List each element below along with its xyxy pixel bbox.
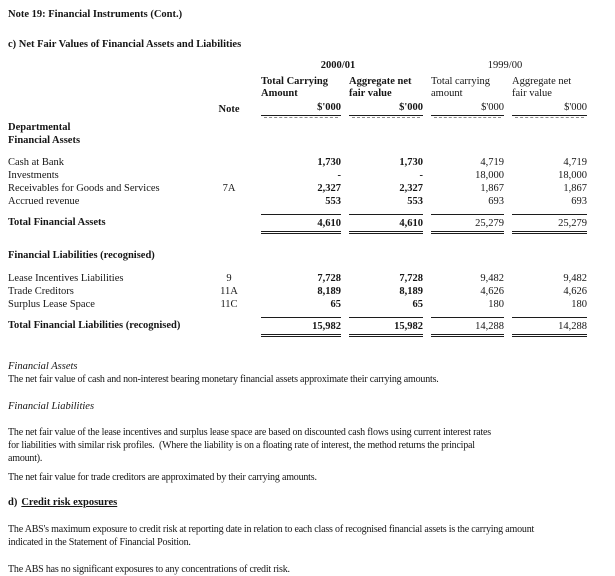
year-1999-00: 1999/00 [487, 60, 523, 71]
row-label: Investments [8, 170, 59, 181]
note-ref: 11C [220, 299, 238, 310]
value-carrying-2000: 9,482 [480, 273, 504, 284]
group-financial-assets: Financial Assets [8, 135, 81, 146]
value-fair-2001: 8,189 [399, 286, 423, 297]
section-d-heading [8, 496, 607, 509]
year-2000-01: 2000/01 [320, 60, 356, 71]
col-title-fair-2001: Aggregate net fair value [349, 76, 412, 99]
table-row [8, 298, 607, 311]
unit-row [8, 101, 607, 116]
col-title-fair-2000: Aggregate net fair value [512, 76, 572, 99]
document-page [8, 8, 607, 576]
table-row [8, 169, 607, 182]
total-fair-2001: 4,610 [349, 214, 423, 234]
unit-carrying-2000: $'000 [431, 101, 504, 116]
paragraph-line: The net fair value of the lease incentives and surplus lease space are based on discounted cash flows using current interest rates [8, 427, 491, 438]
value-fair-2001: 2,327 [399, 183, 423, 194]
section-c-heading: c) Net Fair Values of Financial Assets and Liabilities [8, 39, 242, 50]
value-fair-2000: 180 [571, 299, 587, 310]
credit-risk-paragraph [8, 523, 607, 549]
asset-rows [8, 156, 607, 208]
unit-fair-2001: $'000 [349, 101, 423, 116]
liabilities-heading: Financial Liabilities (recognised) [8, 250, 155, 261]
section-d-prefix: d) [8, 497, 18, 508]
section-d-title: Credit risk exposures [21, 497, 118, 508]
row-label: Receivables for Goods and Services [8, 183, 160, 194]
value-carrying-2001: - [337, 170, 341, 181]
total-carrying-2000: 14,288 [431, 317, 504, 337]
financial-assets-note-body: The net fair value of cash and non-interest bearing monetary financial assets approximate their carrying amounts. [8, 374, 439, 385]
total-label: Total Financial Liabilities (recognised) [8, 320, 181, 331]
value-carrying-2000: 4,626 [480, 286, 504, 297]
trade-creditors-note: The net fair value for trade creditors are approximated by their carrying amounts. [8, 472, 317, 483]
value-fair-2000: 4,626 [563, 286, 587, 297]
value-fair-2000: 9,482 [563, 273, 587, 284]
value-carrying-2000: 4,719 [480, 157, 504, 168]
value-carrying-2000: 1,867 [480, 183, 504, 194]
financial-liabilities-paragraph [8, 426, 607, 465]
value-carrying-2001: 1,730 [317, 157, 341, 168]
note-ref: 7A [222, 183, 236, 194]
row-label: Trade Creditors [8, 286, 74, 297]
year-header-row [8, 60, 607, 72]
value-fair-2000: 693 [571, 196, 587, 207]
total-fair-2000: 25,279 [512, 214, 587, 234]
unit-carrying-2001: $'000 [261, 101, 341, 116]
total-liabilities-row [8, 317, 607, 337]
table-row [8, 156, 607, 169]
note-ref [205, 156, 253, 169]
col-title-carrying-2000: Total carrying amount [431, 76, 491, 99]
paragraph-line: The ABS's maximum exposure to credit risk at reporting date in relation to each class of recognised financial assets is the carrying amount [8, 524, 535, 535]
value-fair-2000: 18,000 [558, 170, 587, 181]
row-label: Cash at Bank [8, 157, 64, 168]
table-row [8, 272, 607, 285]
note-ref [205, 169, 253, 182]
unit-fair-2000: $'000 [512, 101, 587, 116]
note-ref: 11A [220, 286, 238, 297]
note-column-header: Note [218, 104, 240, 115]
note-ref [205, 195, 253, 208]
paragraph-line: for liabilities with similar risk profiles. (Where the liability is on a floating rate of interest, the method returns the principal [8, 440, 475, 451]
row-label: Surplus Lease Space [8, 299, 95, 310]
paragraph-line: indicated in the Statement of Financial Position. [8, 537, 191, 548]
row-label: Lease Incentives Liabilities [8, 273, 124, 284]
col-title-carrying-2001: Total Carrying Amount [261, 76, 328, 99]
value-fair-2001: 7,728 [399, 273, 423, 284]
group-heading [8, 121, 607, 147]
financial-liabilities-note-heading: Financial Liabilities [8, 401, 95, 412]
row-label: Accrued revenue [8, 196, 80, 207]
liability-rows [8, 272, 607, 311]
table-row [8, 195, 607, 208]
total-carrying-2000: 25,279 [431, 214, 504, 234]
value-carrying-2000: 18,000 [475, 170, 504, 181]
total-label: Total Financial Assets [8, 217, 106, 228]
column-titles-row [8, 76, 607, 101]
value-carrying-2001: 2,327 [317, 183, 341, 194]
value-fair-2000: 1,867 [563, 183, 587, 194]
total-carrying-2001: 4,610 [261, 214, 341, 234]
value-carrying-2001: 553 [325, 196, 341, 207]
value-carrying-2001: 8,189 [317, 286, 341, 297]
table-row [8, 182, 607, 195]
note-ref: 9 [226, 273, 232, 284]
value-fair-2001: 65 [412, 299, 423, 310]
total-fair-2000: 14,288 [512, 317, 587, 337]
value-fair-2001: 1,730 [399, 157, 423, 168]
table-row [8, 285, 607, 298]
page-title: Note 19: Financial Instruments (Cont.) [8, 9, 183, 20]
value-carrying-2001: 65 [330, 299, 341, 310]
financial-assets-note-heading: Financial Assets [8, 361, 78, 372]
total-carrying-2001: 15,982 [261, 317, 341, 337]
value-fair-2001: 553 [407, 196, 423, 207]
credit-risk-concentrations: The ABS has no significant exposures to any concentrations of credit risk. [8, 564, 290, 575]
value-carrying-2000: 180 [488, 299, 504, 310]
value-carrying-2000: 693 [488, 196, 504, 207]
paragraph-line: amount). [8, 453, 43, 464]
group-departmental: Departmental [8, 122, 71, 133]
total-fair-2001: 15,982 [349, 317, 423, 337]
value-carrying-2001: 7,728 [317, 273, 341, 284]
value-fair-2000: 4,719 [563, 157, 587, 168]
value-fair-2001: - [419, 170, 423, 181]
total-assets-row [8, 214, 607, 234]
